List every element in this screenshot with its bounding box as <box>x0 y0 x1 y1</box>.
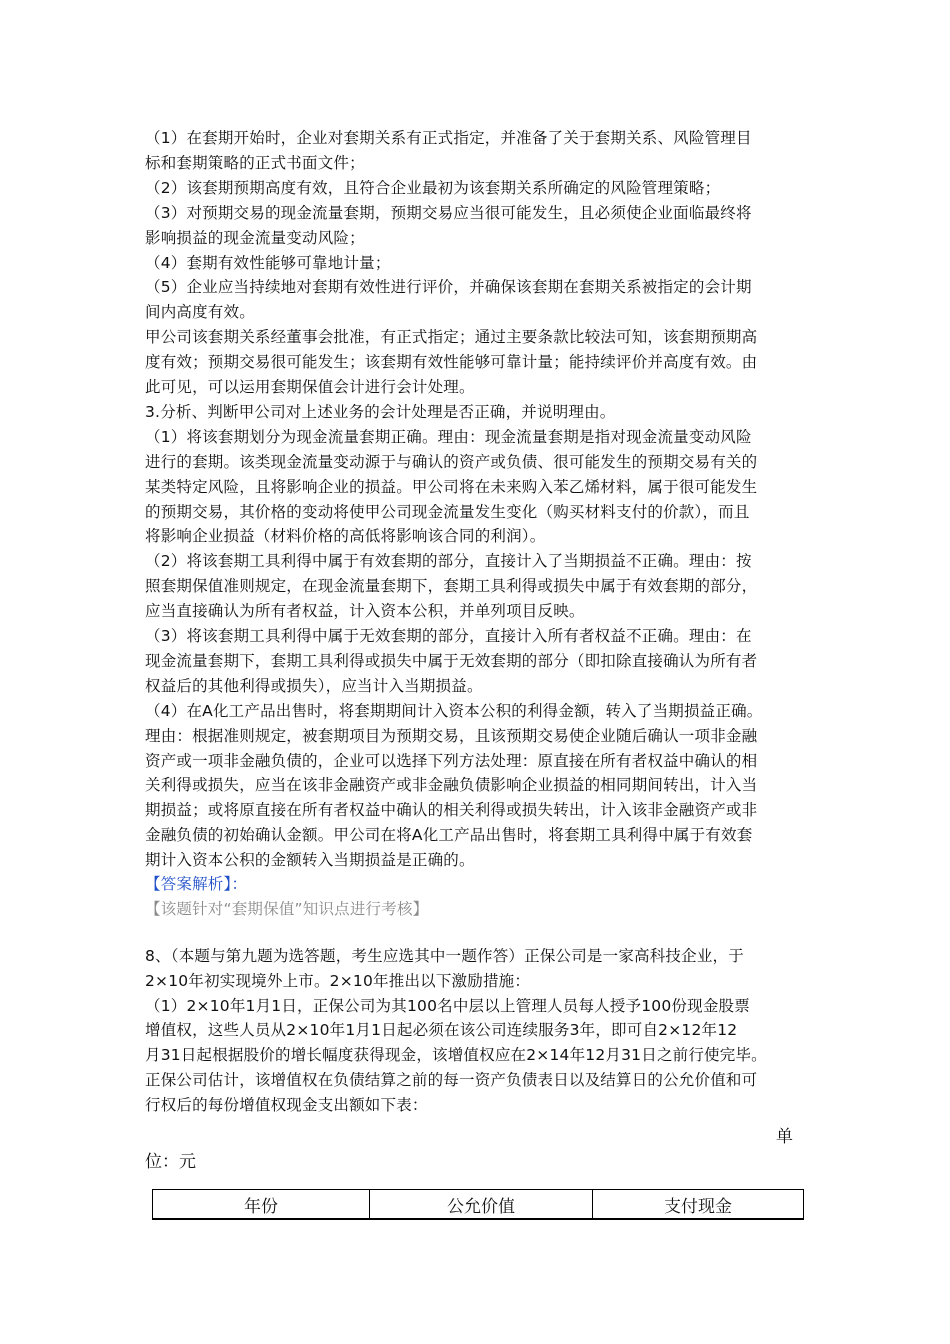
text-line: 理由：根据准则规定，被套期项目为预期交易，且该预期交易使企业随后确认一项非金融 <box>145 726 758 745</box>
text-line: （1）将该套期划分为现金流量套期正确。理由：现金流量套期是指对现金流量变动风险 <box>145 427 752 446</box>
text-line: （2）将该套期工具利得中属于有效套期的部分，直接计入了当期损益不正确。理由：按 <box>145 552 752 571</box>
text-line: 进行的套期。该类现金流量变动源于与确认的资产或负债、很可能发生的预期交易有关的 <box>145 452 758 471</box>
question-line: 增值权，这些人员从2×10年1月1日起必须在该公司连续服务3年，即可自2×12年12 <box>145 1021 738 1040</box>
text-line: 现金流量套期下，套期工具利得或损失中属于无效套期的部分（即扣除直接确认为所有者 <box>145 651 758 670</box>
text-line: 某类特定风险，且将影响企业的损益。甲公司将在未来购入苯乙烯材料，属于很可能发生 <box>145 477 758 496</box>
col-header-year: 年份 <box>153 1190 370 1220</box>
text-line: 权益后的其他利得或损失），应当计入当期损益。 <box>145 676 483 695</box>
table-header-row <box>153 1190 804 1220</box>
text-line: 此可见，可以运用套期保值会计进行会计处理。 <box>145 378 475 396</box>
text-line: （4）套期有效性能够可靠地计量； <box>145 253 391 272</box>
text-line: （1）在套期开始时，企业对套期关系有正式指定，并准备了关于套期关系、风险管理目 <box>145 129 752 147</box>
text-line: 的预期交易，其价格的变动将使甲公司现金流量发生变化（购买材料支付的价款），而且 <box>145 502 750 521</box>
text-line: （5）企业应当持续地对套期有效性进行评价，并确保该套期在套期关系被指定的会计期 <box>145 278 752 297</box>
text-line: 资产或一项非金融负债的，企业可以选择下列方法处理：原直接在所有者权益中确认的相 <box>145 751 758 770</box>
valuation-table <box>152 1189 804 1220</box>
question-line: 月31日起根据股价的增长幅度获得现金，该增值权应在2×14年12月31日之前行使完毕。 <box>145 1046 767 1065</box>
unit-label-part2: 位：元 <box>145 1152 196 1172</box>
knowledge-point-note: 【该题针对“套期保值”知识点进行考核】 <box>145 900 429 918</box>
col-header-fair-value: 公允价值 <box>370 1190 593 1220</box>
question-line: 2×10年初实现境外上市。2×10年推出以下激励措施： <box>145 971 531 990</box>
text-line: （4）在A化工产品出售时，将套期期间计入资本公积的利得金额，转入了当期损益正确。 <box>145 701 763 720</box>
text-line: 应当直接确认为所有者权益，计入资本公积，并单列项目反映。 <box>145 602 585 621</box>
answer-analysis-label: 【答案解析】： <box>145 875 248 893</box>
col-header-cash-paid: 支付现金 <box>593 1190 804 1220</box>
text-line: 标和套期策略的正式书面文件； <box>145 153 365 172</box>
text-line: 照套期保值准则规定，在现金流量套期下，套期工具利得或损失中属于有效套期的部分， <box>145 577 758 596</box>
text-line: 间内高度有效。 <box>145 303 255 322</box>
text-line: 期损益；或将原直接在所有者权益中确认的相关利得或损失转出，计入该非金融资产或非 <box>145 801 758 820</box>
text-line: 将影响企业损益（材料价格的高低将影响该合同的利润）。 <box>145 527 546 546</box>
text-line: （2）该套期预期高度有效，且符合企业最初为该套期关系所确定的风险管理策略； <box>145 178 721 197</box>
text-line: 金融负债的初始确认金额。甲公司在将A化工产品出售时，将套期工具利得中属于有效套 <box>145 826 753 845</box>
question-line: （1）2×10年1月1日，正保公司为其100名中层以上管理人员每人授予100份现金股票 <box>145 996 750 1015</box>
unit-label-part1: 单 <box>776 1127 793 1147</box>
text-line: 影响损益的现金流量变动风险； <box>145 228 365 247</box>
text-line: 度有效；预期交易很可能发生；该套期有效性能够可靠计量；能持续评价并高度有效。由 <box>145 353 758 372</box>
question-line: 8、（本题与第九题为选答题，考生应选其中一题作答）正保公司是一家高科技企业，于 <box>145 947 744 965</box>
question-line: 行权后的每份增值权现金支出额如下表： <box>145 1095 428 1114</box>
text-line: 甲公司该套期关系经董事会批准，有正式指定；通过主要条款比较法可知，该套期预期高 <box>145 328 758 347</box>
text-line: 3.分析、判断甲公司对上述业务的会计处理是否正确，并说明理由。 <box>145 402 616 421</box>
text-line: （3）对预期交易的现金流量套期，预期交易应当很可能发生，且必须使企业面临最终将 <box>145 203 752 222</box>
text-line: （3）将该套期工具利得中属于无效套期的部分，直接计入所有者权益不正确。理由：在 <box>145 627 752 645</box>
text-line: 关利得或损失，应当在该非金融资产或非金融负债影响企业损益的相同期间转出，计入当 <box>145 776 758 795</box>
text-line: 期计入资本公积的金额转入当期损益是正确的。 <box>145 851 475 870</box>
question-line: 正保公司估计，该增值权在负债结算之前的每一资产负债表日以及结算日的公允价值和可 <box>145 1071 758 1089</box>
